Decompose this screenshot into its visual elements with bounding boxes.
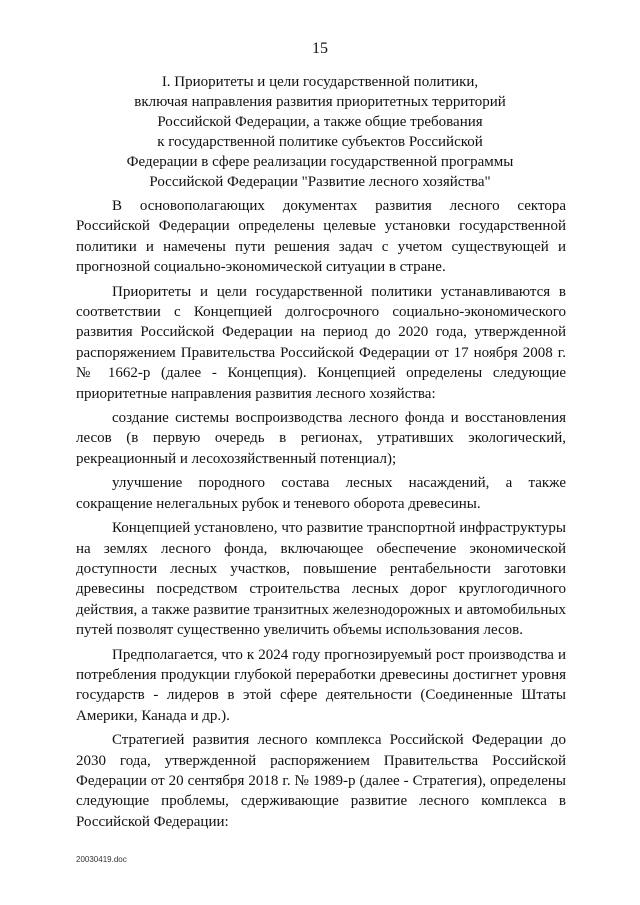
paragraph: Предполагается, что к 2024 году прогнозируемый рост производства и потребления продукции глубокой переработки древесины достигнет уровня государств - лидеров в этой сфере деятельности (Соединенные Штаты Америки, Канада и др.).	[76, 646, 566, 724]
paragraph: В основополагающих документах развития лесного сектора Российской Федерации определены целевые установки государственной политики и намечены пути решения задач с учетом существующей и прогнозной социально-экономической ситуации в стране.	[76, 198, 566, 276]
section-heading	[95, 72, 545, 192]
heading-line: к государственной политике субъектов Российской	[157, 134, 483, 150]
heading-line: I. Приоритеты и цели государственной политики,	[161, 74, 479, 90]
file-name-footer: 20030419.doc	[76, 855, 127, 864]
heading-line: Российской Федерации "Развитие лесного хозяйства"	[149, 174, 491, 190]
page-number: 15	[312, 40, 328, 57]
list-item-paragraph: улучшение породного состава лесных насаждений, а также сокращение нелегальных рубок и теневого оборота древесины.	[76, 475, 566, 512]
heading-line: Российской Федерации, а также общие требования	[157, 114, 483, 130]
heading-line: Федерации в сфере реализации государственной программы	[126, 154, 514, 170]
paragraph: Концепцией установлено, что развитие транспортной инфраструктуры на землях лесного фонда, включающее обеспечение экономической доступности лесных участков, повышение рентабельности заготовки древесины посредством строительства лесных дорог круглогодичного действия, а также развитие транзитных железнодорожных и автомобильных путей позволят существенно увеличить объемы использования лесов.	[76, 520, 566, 639]
paragraph: Приоритеты и цели государственной политики устанавливаются в соответствии с Концепцией долгосрочного социально-экономического развития Российской Федерации на период до 2020 года, утвержденной распоряжением Правительства Российской Федерации от 17 ноября 2008 г. № 1662-р (далее - Концепция). Концепцией определены следующие приоритетные направления развития лесного хозяйства:	[76, 283, 566, 402]
document-body	[76, 196, 566, 832]
list-item-paragraph: создание системы воспроизводства лесного фонда и восстановления лесов (в первую очередь в регионах, утративших экологический, рекреационный и лесохозяйственный потенциал);	[76, 410, 566, 467]
heading-line: включая направления развития приоритетных территорий	[134, 94, 506, 110]
paragraph: Стратегией развития лесного комплекса Российской Федерации до 2030 года, утвержденной распоряжением Правительства Российской Федерации от 20 сентября 2018 г. № 1989-р (далее - Стратегия), определены следующие проблемы, сдерживающие развитие лесного комплекса в Российской Федерации:	[76, 732, 566, 830]
